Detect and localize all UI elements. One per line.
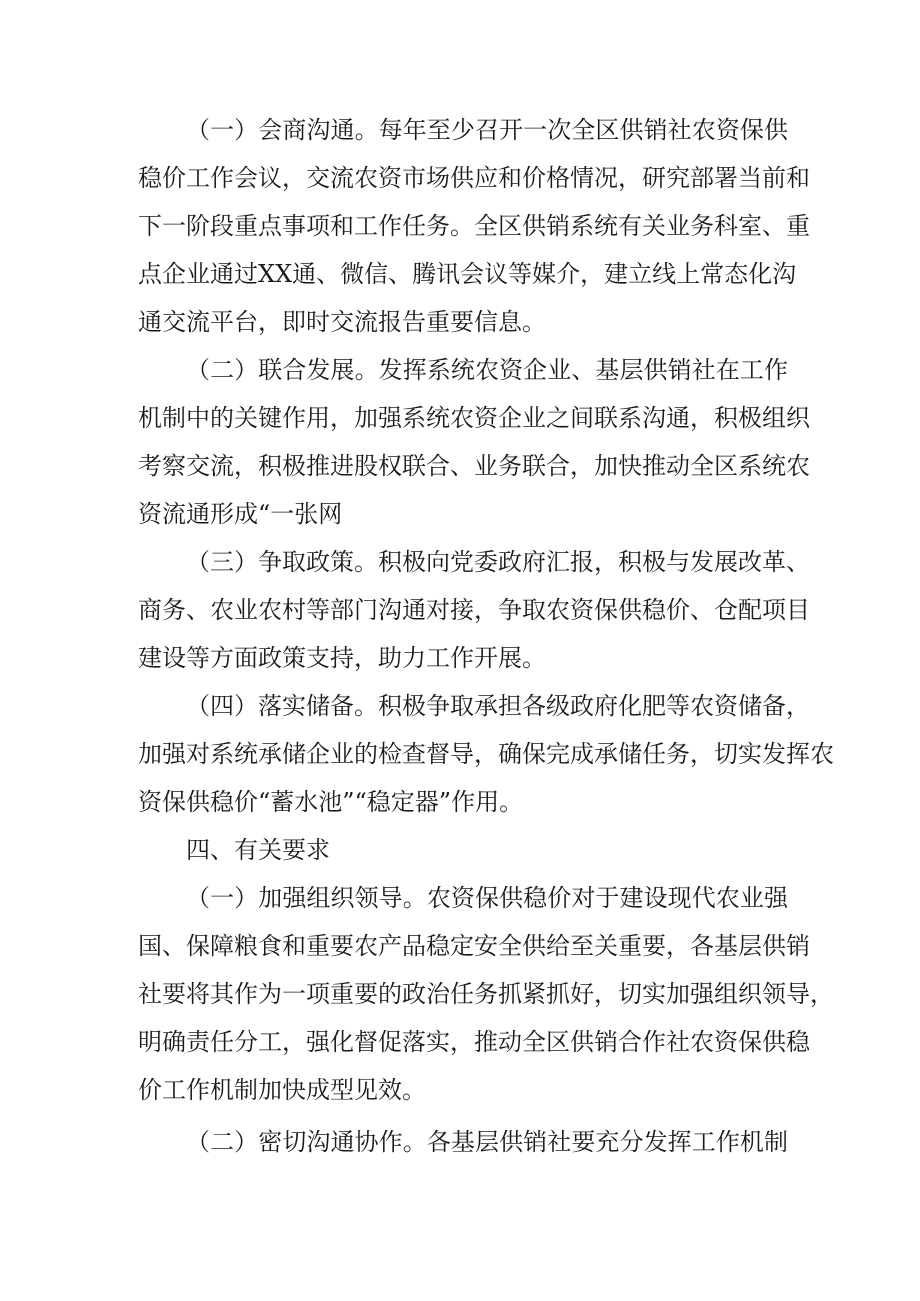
- paragraph-6-line-1: （二）密切沟通协作。各基层供销社要充分发挥工作机制: [186, 1128, 788, 1156]
- paragraph-3-line-3: 建设等方面政策支持，助力工作开展。: [138, 644, 546, 672]
- paragraph-5-line-2: 国、保障粮食和重要农产品稳定安全供给至关重要，各基层供销: [138, 932, 810, 960]
- paragraph-5-line-4: 明确责任分工，强化督促落实，推动全区供销合作社农资保供稳: [138, 1028, 810, 1056]
- paragraph-4-line-3: 资保供稳价“蓄水池”“稳定器”作用。: [138, 788, 524, 816]
- section-heading: 四、有关要求: [186, 836, 330, 864]
- paragraph-5-line-3: 社要将其作为一项重要的政治任务抓紧抓好，切实加强组织领导，: [138, 980, 834, 1008]
- paragraph-5-line-5: 价工作机制加快成型见效。: [138, 1076, 426, 1104]
- paragraph-1-line-4: 点企业通过XX通、微信、腾讯会议等媒介，建立线上常态化沟: [138, 260, 797, 288]
- paragraph-3-line-2: 商务、农业农村等部门沟通对接，争取农资保供稳价、仓配项目: [138, 596, 810, 624]
- paragraph-1-line-3: 下一阶段重点事项和工作任务。全区供销系统有关业务科室、重: [138, 212, 810, 240]
- paragraph-1-line-2: 稳价工作会议，交流农资市场供应和价格情况，研究部署当前和: [138, 164, 810, 192]
- paragraph-4-line-2: 加强对系统承储企业的检查督导，确保完成承储任务，切实发挥农: [138, 740, 834, 768]
- paragraph-2-line-3: 考察交流，积极推进股权联合、业务联合，加快推动全区系统农: [138, 452, 810, 480]
- paragraph-4-line-1: （四）落实储备。积极争取承担各级政府化肥等农资储备，: [186, 692, 810, 720]
- paragraph-3-line-1: （三）争取政策。积极向党委政府汇报，积极与发展改革、: [186, 548, 810, 576]
- paragraph-1-line-1: （一）会商沟通。每年至少召开一次全区供销社农资保供: [186, 116, 788, 144]
- paragraph-2-line-4: 资流通形成“一张网: [138, 500, 343, 528]
- paragraph-5-line-1: （一）加强组织领导。农资保供稳价对于建设现代农业强: [186, 884, 788, 912]
- paragraph-2-line-2: 机制中的关键作用，加强系统农资企业之间联系沟通，积极组织: [138, 404, 810, 432]
- paragraph-1-line-5: 通交流平台，即时交流报告重要信息。: [138, 308, 546, 336]
- paragraph-2-line-1: （二）联合发展。发挥系统农资企业、基层供销社在工作: [186, 356, 788, 384]
